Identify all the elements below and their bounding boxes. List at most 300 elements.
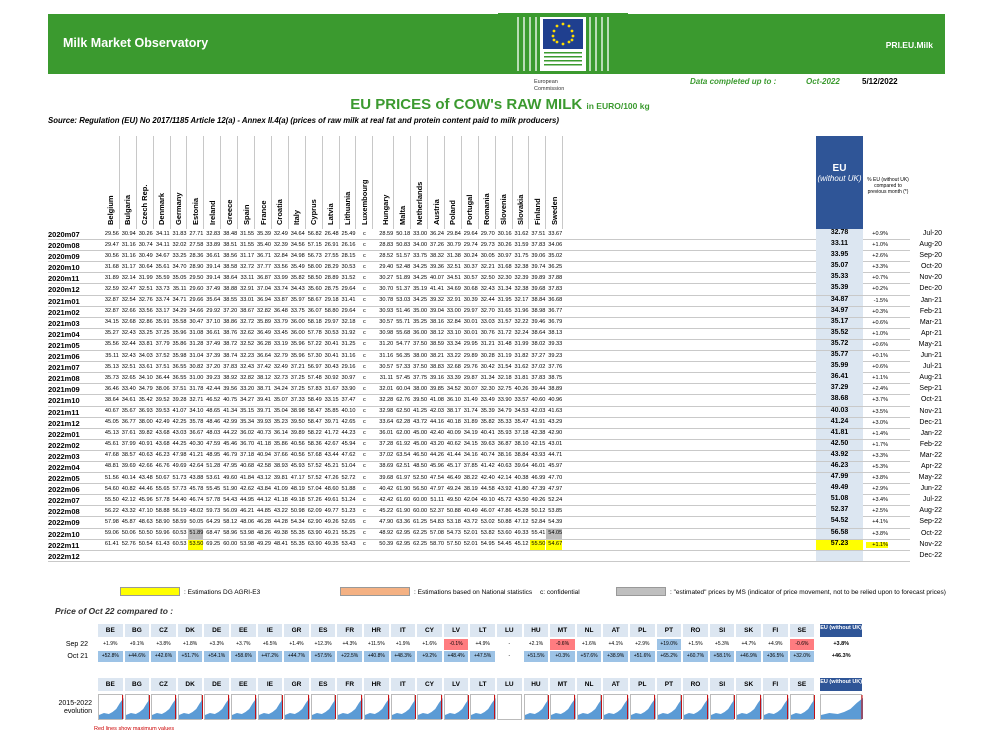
month-label: Aug-21 bbox=[919, 374, 942, 382]
price-cell: 30.01 bbox=[463, 319, 478, 326]
eu-price-cell: 35.99 bbox=[816, 362, 863, 373]
price-cell: 36.28 bbox=[256, 341, 271, 348]
price-cell: 35.96 bbox=[172, 330, 187, 337]
price-cell: 61.41 bbox=[104, 541, 119, 548]
price-cell: 44.23 bbox=[341, 430, 356, 437]
price-cell: 30.97 bbox=[341, 374, 356, 381]
price-cell: 50.50 bbox=[138, 530, 153, 537]
eu-price-cell: 57.23 bbox=[816, 540, 863, 551]
price-cell: 35.93 bbox=[497, 430, 512, 437]
price-cell: c bbox=[363, 419, 366, 426]
price-cell: 32.52 bbox=[240, 341, 255, 348]
price-cell: 38.12 bbox=[256, 374, 271, 381]
compare-country-code: LV bbox=[444, 624, 469, 637]
price-cell: 52.01 bbox=[463, 541, 478, 548]
price-cell: 49.69 bbox=[172, 463, 187, 470]
price-cell: 37.83 bbox=[531, 241, 546, 248]
price-cell: 31.72 bbox=[497, 330, 512, 337]
price-cell: 31.49 bbox=[463, 396, 478, 403]
price-cell: 41.44 bbox=[446, 452, 461, 459]
price-cell: 45.61 bbox=[104, 441, 119, 448]
price-cell: 54.34 bbox=[290, 518, 305, 525]
price-cell: 32.28 bbox=[379, 396, 394, 403]
price-cell: 38.56 bbox=[223, 252, 238, 259]
price-cell: 30.28 bbox=[480, 352, 495, 359]
price-cell: 63.90 bbox=[307, 541, 322, 548]
month-label: Dec-22 bbox=[919, 551, 942, 559]
eu-price-cell: 46.23 bbox=[816, 462, 863, 473]
price-cell: 35.02 bbox=[548, 252, 563, 259]
price-cell: 38.83 bbox=[429, 363, 444, 370]
price-cell: 60.53 bbox=[172, 530, 187, 537]
compare-cell: +51.7% bbox=[178, 651, 203, 662]
price-cell: 32.14 bbox=[121, 274, 136, 281]
price-cell: 43.44 bbox=[324, 452, 339, 459]
month-label: Sep-21 bbox=[919, 385, 942, 393]
price-cell: 52.72 bbox=[341, 474, 356, 481]
sparkline bbox=[470, 694, 495, 720]
price-cell: 43.32 bbox=[121, 507, 136, 514]
compare-cell: +6.5% bbox=[262, 641, 278, 647]
price-cell: 46.21 bbox=[240, 507, 255, 514]
price-cell: 29.92 bbox=[206, 308, 221, 315]
price-cell: 64.29 bbox=[206, 518, 221, 525]
price-cell: 57.50 bbox=[446, 541, 461, 548]
price-cell: 55.35 bbox=[290, 530, 305, 537]
compare-country-code: RO bbox=[683, 624, 708, 637]
price-cell: 31.68 bbox=[104, 263, 119, 270]
price-cell: 48.19 bbox=[290, 485, 305, 492]
price-cell: 37.20 bbox=[206, 363, 221, 370]
price-cell: 33.19 bbox=[273, 341, 288, 348]
price-cell: 58.47 bbox=[307, 408, 322, 414]
app-title: Milk Market Observatory bbox=[63, 36, 209, 50]
price-cell: 48.41 bbox=[273, 541, 288, 548]
price-cell: 34.43 bbox=[290, 285, 305, 292]
price-cell: 38.10 bbox=[514, 441, 529, 448]
compare-cell: - bbox=[508, 653, 511, 659]
price-cell: 25.49 bbox=[341, 230, 356, 237]
price-cell: 38.06 bbox=[155, 385, 170, 392]
price-cell: 38.84 bbox=[514, 452, 529, 459]
price-cell: 30.27 bbox=[379, 274, 394, 281]
price-cell: 36.46 bbox=[104, 385, 119, 392]
price-cell: 57.78 bbox=[307, 330, 322, 337]
compare-cell: +47.5% bbox=[470, 651, 495, 662]
price-cell: 37.61 bbox=[121, 430, 136, 437]
table-row bbox=[48, 306, 942, 318]
month-label: Dec-20 bbox=[919, 285, 942, 293]
compare-cell: +40.8% bbox=[364, 651, 389, 662]
country-name: Croatia bbox=[275, 199, 285, 225]
price-cell: 38.21 bbox=[429, 352, 444, 359]
country-name: Malta bbox=[397, 205, 407, 225]
price-cell: 40.41 bbox=[480, 430, 495, 437]
price-cell: 32.49 bbox=[273, 230, 288, 237]
price-cell: 32.43 bbox=[240, 363, 255, 370]
price-cell: 35.11 bbox=[105, 352, 119, 359]
compare-cell: +4.3% bbox=[342, 641, 357, 647]
price-cell: 35.97 bbox=[290, 297, 305, 304]
price-cell: 35.25 bbox=[413, 319, 428, 326]
price-cell: 39.68 bbox=[379, 474, 394, 481]
price-cell: 55.71 bbox=[396, 319, 411, 326]
eu-commission-logo bbox=[478, 0, 648, 99]
price-cell: 29.18 bbox=[324, 297, 339, 304]
evolution-eu-header: EU (without UK) bbox=[820, 678, 862, 691]
price-cell: 49.10 bbox=[480, 496, 495, 503]
country-name: Poland bbox=[448, 199, 458, 225]
country-header bbox=[171, 136, 188, 229]
evolution-country-code: EE bbox=[231, 678, 256, 691]
eu-column-header bbox=[816, 136, 863, 229]
period-label: 2022m09 bbox=[48, 518, 80, 528]
price-cell: c bbox=[363, 408, 366, 414]
eu-price-cell: 47.99 bbox=[816, 473, 863, 484]
compare-cell: +1.6% bbox=[422, 641, 437, 647]
price-cell: 31.16 bbox=[379, 352, 394, 359]
period-label: 2022m10 bbox=[48, 529, 80, 539]
price-cell: 50.39 bbox=[379, 541, 394, 548]
price-cell: 35.82 bbox=[290, 274, 305, 281]
price-cell: 31.16 bbox=[341, 352, 356, 359]
price-cell: 35.78 bbox=[189, 419, 204, 426]
price-cell: 54.95 bbox=[480, 541, 495, 548]
price-cell: 61.97 bbox=[396, 474, 411, 481]
compare-cell: +57.6% bbox=[577, 651, 602, 662]
compare-country-code: IT bbox=[391, 624, 416, 637]
price-cell: 53.60 bbox=[497, 530, 512, 537]
price-cell: 57.98 bbox=[104, 518, 119, 525]
price-cell: 32.75 bbox=[497, 385, 512, 392]
price-cell: 43.50 bbox=[514, 496, 529, 503]
period-label: 2022m06 bbox=[48, 485, 80, 495]
price-cell: 29.50 bbox=[189, 274, 204, 281]
price-cell: 39.56 bbox=[223, 385, 238, 392]
price-cell: 47.12 bbox=[514, 518, 529, 525]
price-cell: 40.56 bbox=[290, 441, 305, 448]
evolution-country-code: CY bbox=[417, 678, 442, 691]
eu-price-cell: 35.39 bbox=[816, 284, 863, 295]
period-label: 2021m06 bbox=[48, 352, 80, 362]
price-cell: 45.72 bbox=[497, 496, 512, 503]
price-cell: 37.83 bbox=[548, 285, 563, 292]
price-cell: c bbox=[363, 518, 366, 525]
price-cell: 34.24 bbox=[273, 385, 288, 392]
price-cell: 40.62 bbox=[446, 441, 461, 448]
price-cell: 35.49 bbox=[290, 263, 305, 270]
price-cell: 37.51 bbox=[531, 230, 546, 237]
country-header bbox=[323, 136, 340, 229]
compare-country-code: HR bbox=[364, 624, 389, 637]
evolution-country-code: SI bbox=[710, 678, 735, 691]
price-cell: 31.55 bbox=[240, 241, 255, 248]
price-cell: 39.46 bbox=[531, 319, 546, 326]
price-cell: 33.17 bbox=[155, 308, 170, 315]
price-cell: 38.69 bbox=[379, 463, 394, 470]
country-header bbox=[428, 136, 445, 229]
period-label: 2021m05 bbox=[48, 340, 80, 350]
eu-change-cell: +3.7% bbox=[872, 397, 888, 404]
table-row bbox=[48, 251, 942, 262]
month-label: Feb-21 bbox=[919, 307, 942, 315]
price-cell: 31.62 bbox=[514, 363, 529, 370]
price-cell: 34.61 bbox=[121, 396, 136, 403]
eu-price-cell: 51.08 bbox=[816, 495, 863, 506]
compare-cell: +4.9% bbox=[768, 641, 783, 647]
price-cell: 38.64 bbox=[104, 396, 119, 403]
month-label: Apr-21 bbox=[920, 329, 942, 337]
price-cell: 51.23 bbox=[341, 507, 356, 514]
price-cell: 53.98 bbox=[240, 530, 255, 537]
price-cell: 35.86 bbox=[273, 441, 288, 448]
price-cell: 37.18 bbox=[514, 430, 529, 437]
price-cell: 50.05 bbox=[189, 518, 204, 525]
price-cell: 38.67 bbox=[240, 308, 255, 315]
price-cell: 31.57 bbox=[497, 319, 512, 326]
price-cell: 50.06 bbox=[121, 530, 136, 537]
price-cell: 31.82 bbox=[514, 352, 529, 359]
price-cell: 41.07 bbox=[172, 408, 187, 414]
price-cell: 44.26 bbox=[429, 452, 444, 459]
price-cell: 37.02 bbox=[531, 363, 546, 370]
price-cell: 35.27 bbox=[104, 330, 119, 337]
price-cell: 42.42 bbox=[379, 496, 394, 503]
price-cell: 35.98 bbox=[172, 352, 187, 359]
table-row bbox=[48, 339, 942, 351]
eu-change-cell: +5.3% bbox=[872, 463, 888, 470]
price-cell: c bbox=[363, 330, 366, 337]
price-cell: 48.06 bbox=[240, 518, 255, 525]
country-name: Lithuania bbox=[343, 191, 353, 225]
price-cell: 33.81 bbox=[138, 341, 153, 348]
compare-country-code: BG bbox=[125, 624, 150, 637]
price-cell: 40.09 bbox=[446, 430, 461, 437]
price-cell: 32.44 bbox=[480, 297, 495, 304]
price-cell: 37.18 bbox=[240, 452, 255, 459]
country-name: Finland bbox=[532, 198, 542, 225]
price-cell: 35.85 bbox=[324, 408, 339, 414]
price-cell: 37.25 bbox=[290, 374, 305, 381]
compare-country-code: SI bbox=[710, 624, 735, 637]
price-cell: 30.57 bbox=[379, 319, 394, 326]
price-cell: 47.90 bbox=[379, 518, 394, 525]
compare-eu-cell: +3.8% bbox=[833, 641, 850, 647]
price-cell: 32.71 bbox=[189, 396, 204, 403]
country-header bbox=[272, 136, 289, 229]
country-name: Romania bbox=[482, 193, 492, 225]
price-cell: 31.16 bbox=[121, 252, 136, 259]
price-cell: 35.82 bbox=[480, 419, 495, 426]
price-cell: 28.52 bbox=[379, 252, 394, 259]
price-cell: 43.01 bbox=[548, 441, 563, 448]
price-cell: 32.76 bbox=[138, 297, 153, 304]
price-cell: 31.20 bbox=[379, 341, 394, 348]
price-cell: 43.68 bbox=[155, 441, 170, 448]
sparkline bbox=[284, 694, 309, 720]
period-label: 2022m03 bbox=[48, 451, 80, 461]
price-cell: 43.03 bbox=[172, 430, 187, 437]
price-cell: 33.89 bbox=[206, 241, 221, 248]
price-cell: 47.68 bbox=[104, 452, 119, 459]
month-label: Jan-21 bbox=[920, 296, 942, 304]
price-cell: 32.91 bbox=[240, 285, 255, 292]
eu-price-cell: 41.24 bbox=[816, 418, 863, 429]
price-cell: 28.83 bbox=[379, 241, 394, 248]
price-cell: 32.51 bbox=[121, 363, 136, 370]
table-row bbox=[48, 551, 942, 562]
price-cell: 36.49 bbox=[256, 330, 271, 337]
price-cell: 39.64 bbox=[514, 463, 529, 470]
price-cell: 59.96 bbox=[155, 530, 170, 537]
red-lines-note: Red lines show maximum values bbox=[94, 726, 175, 732]
price-cell: 34.29 bbox=[172, 308, 187, 315]
price-cell: 30.82 bbox=[189, 363, 204, 370]
price-cell: 31.95 bbox=[497, 297, 512, 304]
price-cell: 52.37 bbox=[429, 507, 444, 514]
price-cell: 48.50 bbox=[413, 463, 428, 470]
price-cell: 32.43 bbox=[480, 285, 495, 292]
price-cell: 43.72 bbox=[463, 518, 478, 525]
price-cell: 32.17 bbox=[514, 297, 529, 304]
compare-cell: +1.4% bbox=[289, 641, 304, 647]
price-cell: 45.00 bbox=[413, 441, 428, 448]
price-cell: 27.55 bbox=[324, 252, 339, 259]
price-cell: 41.80 bbox=[514, 485, 529, 492]
price-cell: 41.41 bbox=[429, 285, 444, 292]
compare-cell: +58.1% bbox=[710, 651, 735, 662]
price-cell: 53.82 bbox=[480, 530, 495, 537]
evolution-country-code: PL bbox=[630, 678, 655, 691]
compare-eu-header: EU (without UK) bbox=[820, 624, 862, 637]
price-cell: 31.17 bbox=[121, 263, 136, 270]
evolution-country-code: IE bbox=[258, 678, 283, 691]
price-cell: 43.29 bbox=[548, 419, 563, 426]
country-header bbox=[445, 136, 462, 229]
sparkline bbox=[311, 694, 336, 720]
price-cell: 31.34 bbox=[480, 374, 495, 381]
price-cell: 47.70 bbox=[548, 474, 563, 481]
price-cell: 36.77 bbox=[548, 308, 563, 315]
legend-swatch-yellow bbox=[120, 587, 180, 596]
month-label: Sep-20 bbox=[919, 252, 942, 260]
price-cell: 46.50 bbox=[413, 452, 428, 459]
price-cell: 33.61 bbox=[138, 363, 153, 370]
price-cell: 61.43 bbox=[155, 541, 170, 548]
price-cell: 36.24 bbox=[429, 230, 444, 237]
price-cell: 62.50 bbox=[396, 408, 411, 414]
price-cell: 32.62 bbox=[240, 330, 255, 337]
price-cell: 44.12 bbox=[256, 496, 271, 503]
price-cell: 50.54 bbox=[138, 541, 153, 548]
compare-country-code: MT bbox=[550, 624, 575, 637]
price-cell: 34.79 bbox=[497, 408, 512, 414]
compare-country-code: SE bbox=[790, 624, 815, 637]
price-cell: 32.43 bbox=[121, 330, 136, 337]
price-cell: c bbox=[363, 319, 366, 326]
price-cell: 32.82 bbox=[256, 308, 271, 315]
compare-cell: +58.6% bbox=[231, 651, 256, 662]
price-cell: 39.28 bbox=[172, 396, 187, 403]
eu-price-cell: 35.33 bbox=[816, 273, 863, 284]
evolution-country-code: MT bbox=[550, 678, 575, 691]
price-cell: 35.05 bbox=[172, 274, 187, 281]
sparkline bbox=[204, 694, 229, 720]
month-label: Oct-21 bbox=[920, 396, 942, 404]
period-label: 2022m02 bbox=[48, 440, 80, 450]
price-cell: 49.38 bbox=[273, 530, 288, 537]
price-cell: 29.73 bbox=[480, 241, 495, 248]
eu-change-cell: -1.5% bbox=[873, 297, 888, 304]
price-cell: 31.83 bbox=[172, 230, 187, 237]
compare-cell: +9.2% bbox=[417, 651, 442, 662]
price-cell: 35.47 bbox=[514, 419, 529, 426]
price-cell: 31.62 bbox=[514, 230, 529, 237]
data-completed-date: 5/12/2022 bbox=[862, 77, 898, 86]
price-cell: 46.76 bbox=[155, 463, 170, 470]
price-cell: 31.68 bbox=[497, 263, 512, 270]
price-cell: 30.92 bbox=[324, 374, 339, 381]
price-cell: 44.58 bbox=[480, 485, 495, 492]
price-cell: 32.43 bbox=[121, 352, 136, 359]
country-name: Austria bbox=[431, 199, 441, 225]
compare-country-code: GR bbox=[284, 624, 309, 637]
price-cell: 47.59 bbox=[206, 441, 221, 448]
price-cell: 36.00 bbox=[413, 330, 428, 337]
price-cell: 41.84 bbox=[240, 474, 255, 481]
table-row bbox=[48, 517, 942, 528]
price-cell: 57.52 bbox=[307, 474, 322, 481]
compare-row-label: Oct 21 bbox=[67, 653, 88, 660]
compare-cell: +0.3% bbox=[550, 651, 575, 662]
price-cell: 48.95 bbox=[206, 452, 221, 459]
price-cell: 51.56 bbox=[104, 474, 119, 481]
price-cell: 35.60 bbox=[307, 285, 322, 292]
month-label: Jul-21 bbox=[922, 363, 942, 371]
price-cell: 36.01 bbox=[379, 430, 394, 437]
price-cell: 32.72 bbox=[240, 263, 255, 270]
price-cell: 60.04 bbox=[396, 385, 411, 392]
price-cell: 31.41 bbox=[341, 297, 356, 304]
country-header bbox=[411, 136, 428, 229]
title-main: EU PRICES of COW's RAW MILK bbox=[350, 96, 583, 113]
compare-country-code: CZ bbox=[151, 624, 176, 637]
price-cell: 53.50 bbox=[188, 540, 204, 551]
evolution-country-code: BE bbox=[98, 678, 123, 691]
compare-cell: +3.8% bbox=[156, 641, 171, 647]
price-cell: 34.03 bbox=[138, 352, 153, 359]
price-cell: 31.38 bbox=[446, 252, 461, 259]
price-cell: 63.90 bbox=[307, 530, 322, 537]
price-cell: 48.02 bbox=[189, 507, 204, 514]
compare-cell: +2.9% bbox=[635, 641, 650, 647]
compare-cell: +60.7% bbox=[683, 651, 708, 662]
price-cell: 62.00 bbox=[396, 430, 411, 437]
price-cell: c bbox=[363, 485, 366, 492]
compare-cell: +1.9% bbox=[395, 641, 411, 647]
price-cell: 30.53 bbox=[324, 330, 339, 337]
price-cell: 39.16 bbox=[429, 374, 444, 381]
compare-cell: +51.6% bbox=[630, 651, 655, 662]
compare-cell: +52.8% bbox=[98, 651, 123, 662]
table-row bbox=[48, 484, 942, 495]
compare-eu-cell: +46.3% bbox=[831, 653, 851, 659]
price-cell: 36.93 bbox=[138, 408, 153, 414]
price-cell: 37.04 bbox=[256, 285, 271, 292]
price-cell: 44.25 bbox=[172, 441, 187, 448]
price-cell: 32.72 bbox=[240, 319, 255, 326]
price-cell: 35.73 bbox=[104, 374, 119, 381]
